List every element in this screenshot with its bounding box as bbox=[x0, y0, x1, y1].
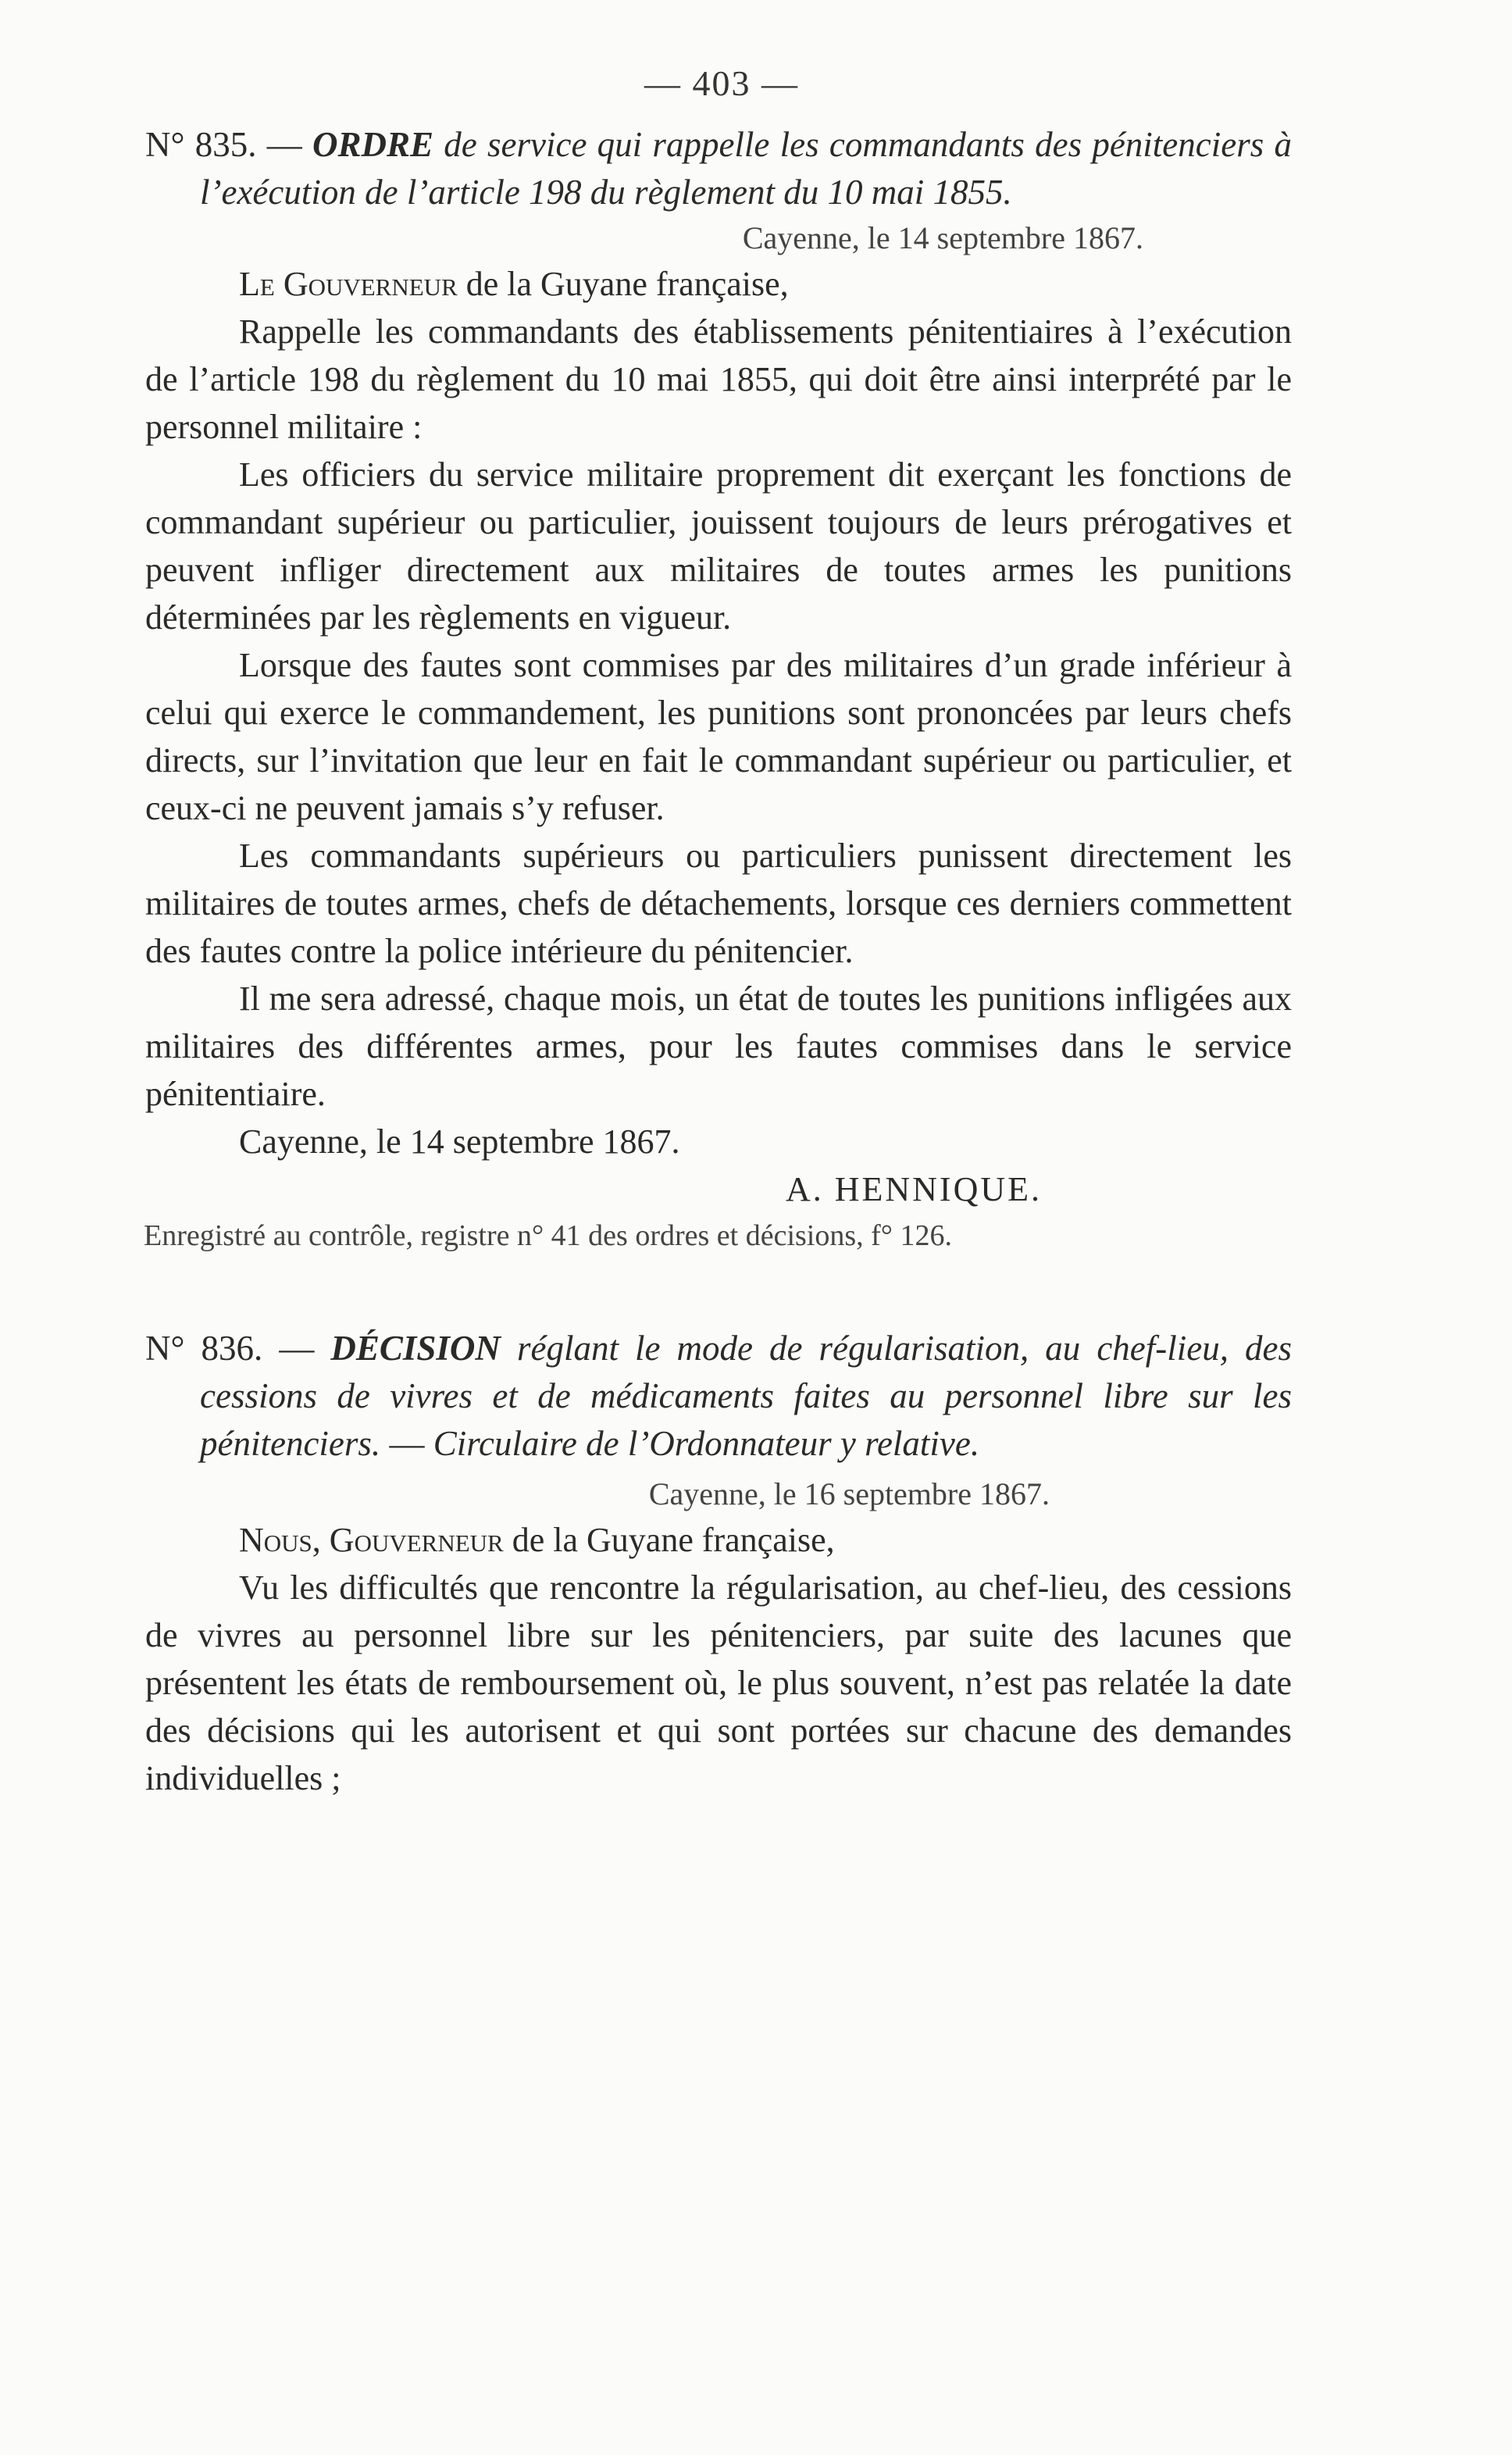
article-835-paragraph-4: Les commandants supérieurs ou particuliers punissent directement les militaires de toutes armes, chefs de détachements, lorsque ces derniers commettent des fautes contre la police intérieure du pénitencier. bbox=[145, 837, 1292, 970]
article-835-heading-text: de service qui rappelle les commandants des pénitenciers à l’exécution de l’article 198 du règlement du 10 mai 1855. bbox=[200, 125, 1293, 212]
article-836-opening-title: Nous, Gouverneur bbox=[239, 1521, 504, 1559]
article-835-paragraph-3: Lorsque des fautes sont commises par des militaires d’un grade inférieur à celui qui exerce le commandement, les punitions sont prononcées par leurs chefs directs, sur l’invitation que leur en fait le commandant supérieur ou particulier, et ceux-ci ne peuvent jamais s’y refuser. bbox=[145, 646, 1292, 827]
article-835-heading bbox=[145, 121, 1292, 216]
article-835-opening-rest: de la Guyane française, bbox=[465, 265, 789, 303]
article-835-type: ORDRE bbox=[312, 125, 434, 164]
article-836-place-date: Cayenne, le 16 septembre 1867. bbox=[648, 1476, 1050, 1511]
article-835-number: N° 835. bbox=[145, 125, 257, 164]
article-835-opening bbox=[145, 260, 1292, 308]
article-836-heading-text: réglant le mode de régularisation, au chef-lieu, des cessions de vivres et de médicaments faites au personnel libre sur les pénitenciers. bbox=[200, 1329, 1292, 1463]
article-835-paragraph-5: Il me sera adressé, chaque mois, un état de toutes les punitions infligées aux militaires des différentes armes, pour les fautes commises dans le service pénitentiaire. bbox=[145, 980, 1292, 1113]
section-gap bbox=[97, 1258, 1292, 1325]
article-835-place-date: Cayenne, le 14 septembre 1867. bbox=[742, 220, 1143, 255]
article-836-number: N° 836. bbox=[145, 1329, 263, 1368]
article-836-dash: — bbox=[279, 1329, 315, 1368]
article-835-dash: — bbox=[266, 125, 302, 164]
article-835-signature: A. HENNIQUE. bbox=[785, 1170, 1042, 1208]
article-836-type: DÉCISION bbox=[330, 1329, 501, 1368]
article-836-heading bbox=[145, 1325, 1292, 1468]
article-835-paragraph-2: Les officiers du service militaire proprement dit exerçant les fonctions de commandant supérieur ou particulier, jouissent toujours de leurs prérogatives et peuvent infliger directement aux militaires de toutes armes les punitions déterminées par les règlements en vigueur. bbox=[145, 455, 1292, 637]
article-836-opening bbox=[145, 1516, 1292, 1564]
document-page bbox=[97, 62, 1292, 1802]
article-835-registration: Enregistré au contrôle, registre n° 41 des ordres et décisions, f° 126. bbox=[144, 1219, 952, 1252]
article-836-paragraph-1: Vu les difficultés que rencontre la régularisation, au chef-lieu, des cessions de vivres au personnel libre sur les pénitenciers, par suite des lacunes que présentent les états de remboursement où, le plus souvent, n’est pas relatée la date des décisions qui les autorisent et qui sont portées sur chacune des demandes individuelles ; bbox=[145, 1568, 1292, 1797]
article-836-heading-tail: Circulaire de l’Ordonnateur y relative. bbox=[433, 1424, 980, 1463]
article-835-paragraph-1: Rappelle les commandants des établissements pénitentiaires à l’exécution de l’article 198 du règlement du 10 mai 1855, qui doit être ainsi interprété par le personnel militaire : bbox=[145, 312, 1292, 446]
article-835-closing-date: Cayenne, le 14 septembre 1867. bbox=[239, 1122, 680, 1161]
article-835-opening-title: Le Gouverneur bbox=[239, 265, 458, 303]
page-number: — 403 — bbox=[644, 63, 799, 103]
article-836-heading-sep: — bbox=[389, 1424, 425, 1463]
article-836-opening-rest: de la Guyane française, bbox=[512, 1521, 835, 1559]
